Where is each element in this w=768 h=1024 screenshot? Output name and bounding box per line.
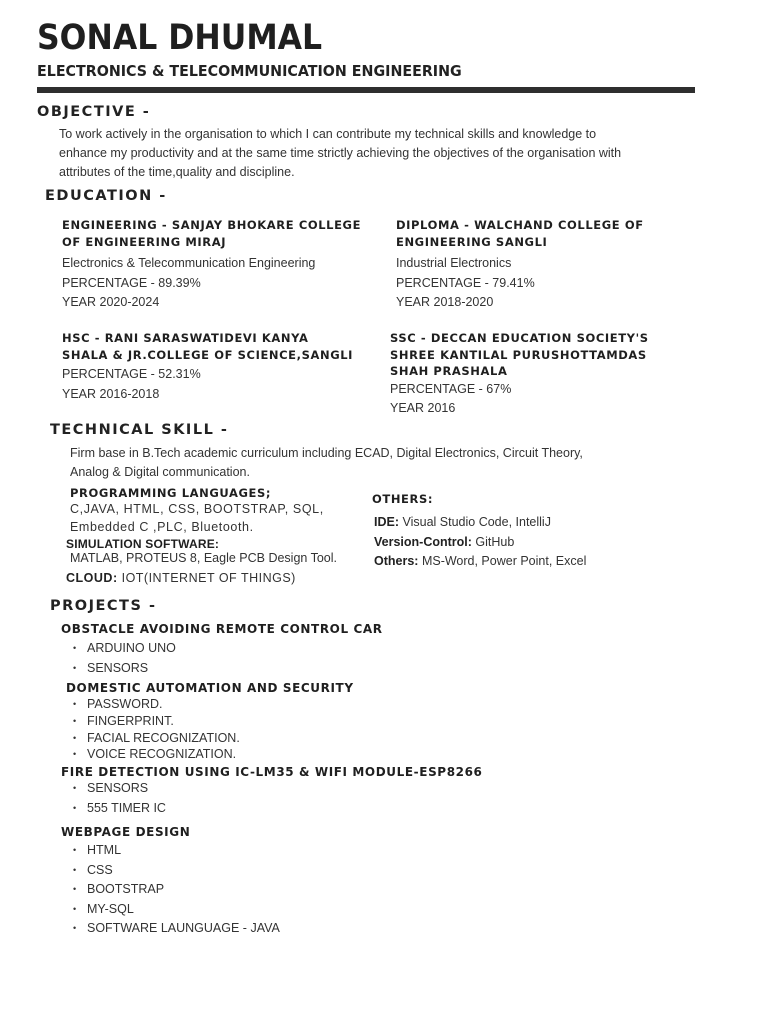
education-percentage: PERCENTAGE - 79.41% (396, 275, 535, 290)
education-entry-title: ENGINEERING SANGLI (396, 234, 548, 249)
other-tools-label: Others: (374, 554, 419, 568)
objective-heading: OBJECTIVE - (37, 104, 151, 120)
list-item: • VOICE RECOGNIZATION. (73, 746, 240, 763)
education-year: YEAR 2016-2018 (62, 386, 160, 401)
version-control-value: GitHub (475, 534, 515, 549)
education-year: YEAR 2018-2020 (396, 295, 494, 309)
ide-value: Visual Studio Code, IntelliJ (402, 515, 551, 529)
education-percentage: PERCENTAGE - 89.39% (62, 275, 201, 290)
version-control-label: Version-Control: (374, 534, 472, 549)
other-tools-line (374, 552, 586, 572)
education-entry-title: SHAH PRASHALA (390, 364, 508, 378)
cloud-value: IOT(INTERNET OF THINGS) (121, 571, 296, 585)
candidate-subtitle: ELECTRONICS & TELECOMMUNICATION ENGINEERING (37, 62, 462, 80)
education-percentage: PERCENTAGE - 67% (390, 381, 512, 396)
project-title: OBSTACLE AVOIDING REMOTE CONTROL CAR (61, 622, 383, 636)
cloud-line (66, 571, 296, 585)
education-year: YEAR 2016 (390, 401, 456, 415)
technical-skill-heading: TECHNICAL SKILL - (50, 422, 229, 438)
education-year: YEAR 2020-2024 (62, 295, 160, 309)
objective-line: enhance my productivity and at the same time strictly achieving the objectives of the organisation with (59, 146, 622, 160)
simulation-software-label: SIMULATION SOFTWARE: (66, 537, 220, 551)
list-item: • PASSWORD. (73, 696, 240, 713)
list-item: • CSS (73, 861, 280, 881)
programming-languages-line: Embedded C ,PLC, Bluetooth. (70, 520, 254, 534)
education-entry (396, 217, 696, 313)
education-entry (62, 217, 382, 313)
list-item: • SENSORS (73, 779, 166, 799)
project-points (73, 779, 166, 818)
education-entry-title: DIPLOMA - WALCHAND COLLEGE OF (396, 218, 644, 232)
education-entry (390, 330, 700, 419)
list-item: • 555 TIMER IC (73, 799, 166, 819)
education-field: Industrial Electronics (396, 256, 512, 270)
technical-intro-line: Firm base in B.Tech academic curriculum including ECAD, Digital Electronics, Circuit Theory, (70, 446, 583, 460)
education-entry-title: SSC - DECCAN EDUCATION SOCIETY'S (390, 331, 649, 345)
ide-label: IDE: (374, 515, 399, 529)
others-list (374, 513, 586, 572)
education-field: Electronics & Telecommunication Engineering (62, 256, 316, 270)
programming-languages-label: PROGRAMMING LANGUAGES; (70, 486, 272, 500)
technical-intro-line: Analog & Digital communication. (70, 465, 250, 479)
project-points (73, 841, 280, 939)
list-item: • HTML (73, 841, 280, 861)
header-divider (37, 87, 695, 93)
list-item: • SOFTWARE LAUNGUAGE - JAVA (73, 919, 280, 939)
objective-line: To work actively in the organisation to which I can contribute my technical skills and knowledge to (59, 127, 597, 141)
version-control-line (374, 533, 586, 553)
project-points (73, 696, 240, 763)
education-percentage: PERCENTAGE - 52.31% (62, 367, 201, 381)
list-item: • ARDUINO UNO (73, 639, 176, 659)
other-tools-value: MS-Word, Power Point, Excel (421, 554, 587, 568)
programming-languages-line: C,JAVA, HTML, CSS, BOOTSTRAP, SQL, (70, 502, 324, 516)
ide-line (374, 513, 586, 533)
cloud-label: CLOUD: (66, 571, 118, 585)
objective-text (59, 125, 699, 182)
education-heading: EDUCATION - (45, 188, 167, 204)
project-title: DOMESTIC AUTOMATION AND SECURITY (66, 681, 354, 695)
technical-intro (70, 444, 690, 482)
list-item: • FINGERPRINT. (73, 713, 240, 730)
education-entry (62, 330, 382, 404)
education-entry-title: HSC - RANI SARASWATIDEVI KANYA (62, 331, 309, 345)
programming-languages-list (70, 500, 324, 536)
list-item: • FACIAL RECOGNIZATION. (73, 730, 240, 747)
project-points (73, 639, 176, 678)
list-item: • SENSORS (73, 659, 176, 679)
others-heading: OTHERS: (372, 492, 434, 506)
education-entry-title: SHALA & JR.COLLEGE OF SCIENCE,SANGLI (62, 347, 354, 362)
list-item: • BOOTSTRAP (73, 880, 280, 900)
list-item: • MY-SQL (73, 900, 280, 920)
projects-heading: PROJECTS - (50, 598, 157, 614)
education-entry-title: ENGINEERING - SANJAY BHOKARE COLLEGE (62, 218, 362, 232)
project-title: FIRE DETECTION USING IC-LM35 & WIFI MODULE-ESP8266 (61, 765, 483, 779)
simulation-software-value: MATLAB, PROTEUS 8, Eagle PCB Design Tool. (70, 551, 338, 565)
objective-line: attributes of the time,quality and discipline. (59, 165, 295, 179)
candidate-name: SONAL DHUMAL (37, 18, 323, 58)
education-entry-title: OF ENGINEERING MIRAJ (62, 234, 227, 249)
project-title: WEBPAGE DESIGN (61, 825, 191, 839)
education-entry-title: SHREE KANTILAL PURUSHOTTAMDAS (390, 347, 647, 362)
